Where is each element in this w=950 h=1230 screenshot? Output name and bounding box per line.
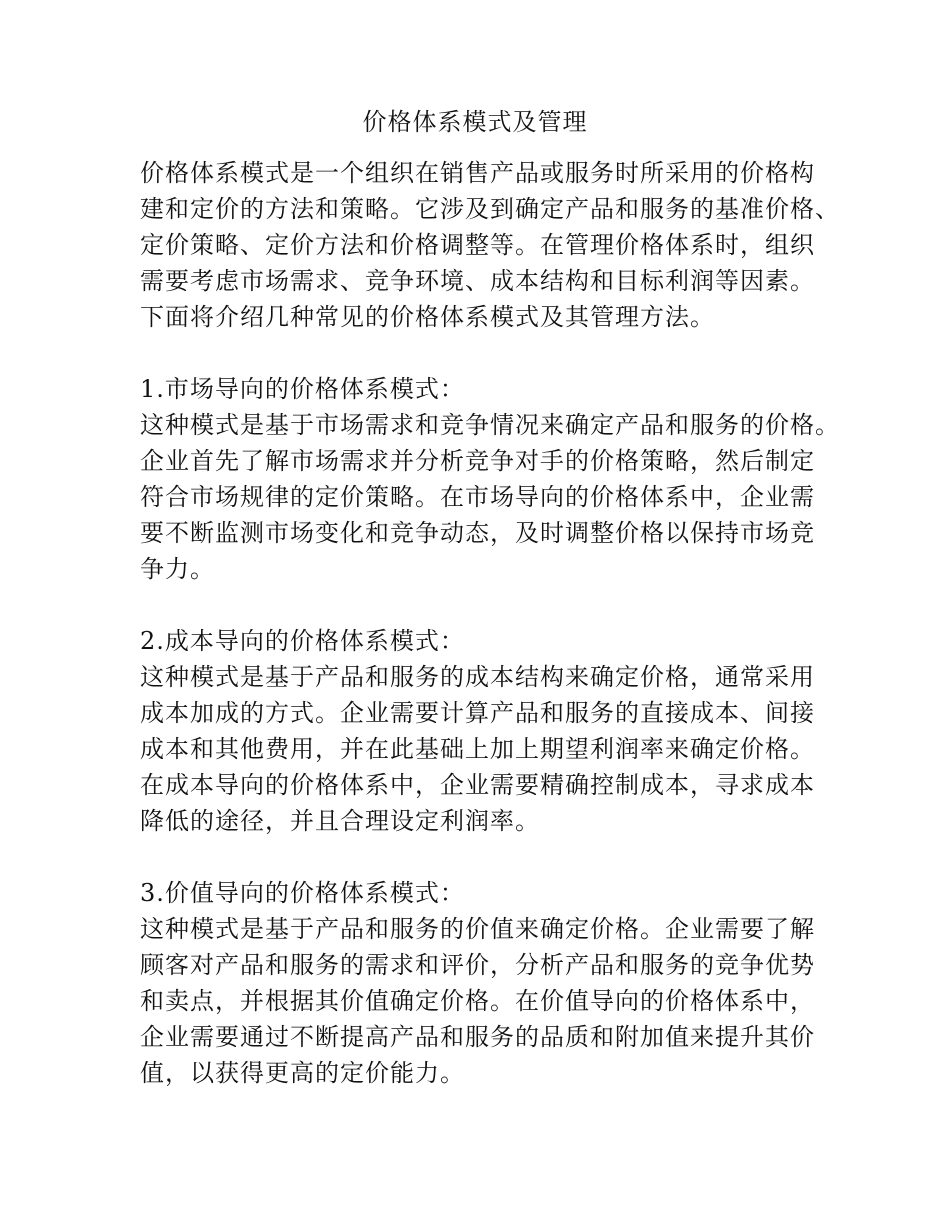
section-line: 这种模式是基于产品和服务的价值来确定价格。企业需要了解: [140, 915, 815, 943]
section-heading: 2.成本导向的价格体系模式：: [140, 627, 465, 655]
intro-line: 下面将介绍几种常见的价格体系模式及其管理方法。: [140, 303, 715, 331]
section-line: 在成本导向的价格体系中，企业需要精确控制成本，寻求成本: [140, 771, 815, 799]
section-line: 争力。: [140, 555, 215, 583]
intro-line: 建和定价的方法和策略。它涉及到确定产品和服务的基准价格、: [140, 195, 840, 223]
section-line: 顾客对产品和服务的需求和评价，分析产品和服务的竞争优势: [140, 951, 815, 979]
section-line: 成本加成的方式。企业需要计算产品和服务的直接成本、间接: [140, 699, 815, 727]
intro-line: 需要考虑市场需求、竞争环境、成本结构和目标利润等因素。: [140, 267, 815, 295]
section-heading: 3.价值导向的价格体系模式：: [140, 879, 465, 907]
section-line: 降低的途径，并且合理设定利润率。: [140, 807, 540, 835]
section-line: 值，以获得更高的定价能力。: [140, 1059, 465, 1087]
section-line: 成本和其他费用，并在此基础上加上期望利润率来确定价格。: [140, 735, 815, 763]
section-line: 符合市场规律的定价策略。在市场导向的价格体系中，企业需: [140, 483, 815, 511]
document-title: 价格体系模式及管理: [362, 108, 588, 136]
section-line: 和卖点，并根据其价值确定价格。在价值导向的价格体系中，: [140, 987, 815, 1015]
intro-line: 定价策略、定价方法和价格调整等。在管理价格体系时，组织: [140, 231, 815, 259]
section-heading: 1.市场导向的价格体系模式：: [140, 375, 465, 403]
section-line: 这种模式是基于市场需求和竞争情况来确定产品和服务的价格。: [140, 411, 840, 439]
section-line: 企业需要通过不断提高产品和服务的品质和附加值来提升其价: [140, 1023, 815, 1051]
section-line: 这种模式是基于产品和服务的成本结构来确定价格，通常采用: [140, 663, 815, 691]
section-line: 要不断监测市场变化和竞争动态，及时调整价格以保持市场竞: [140, 519, 815, 547]
intro-line: 价格体系模式是一个组织在销售产品或服务时所采用的价格构: [140, 159, 815, 187]
section-line: 企业首先了解市场需求并分析竞争对手的价格策略，然后制定: [140, 447, 815, 475]
